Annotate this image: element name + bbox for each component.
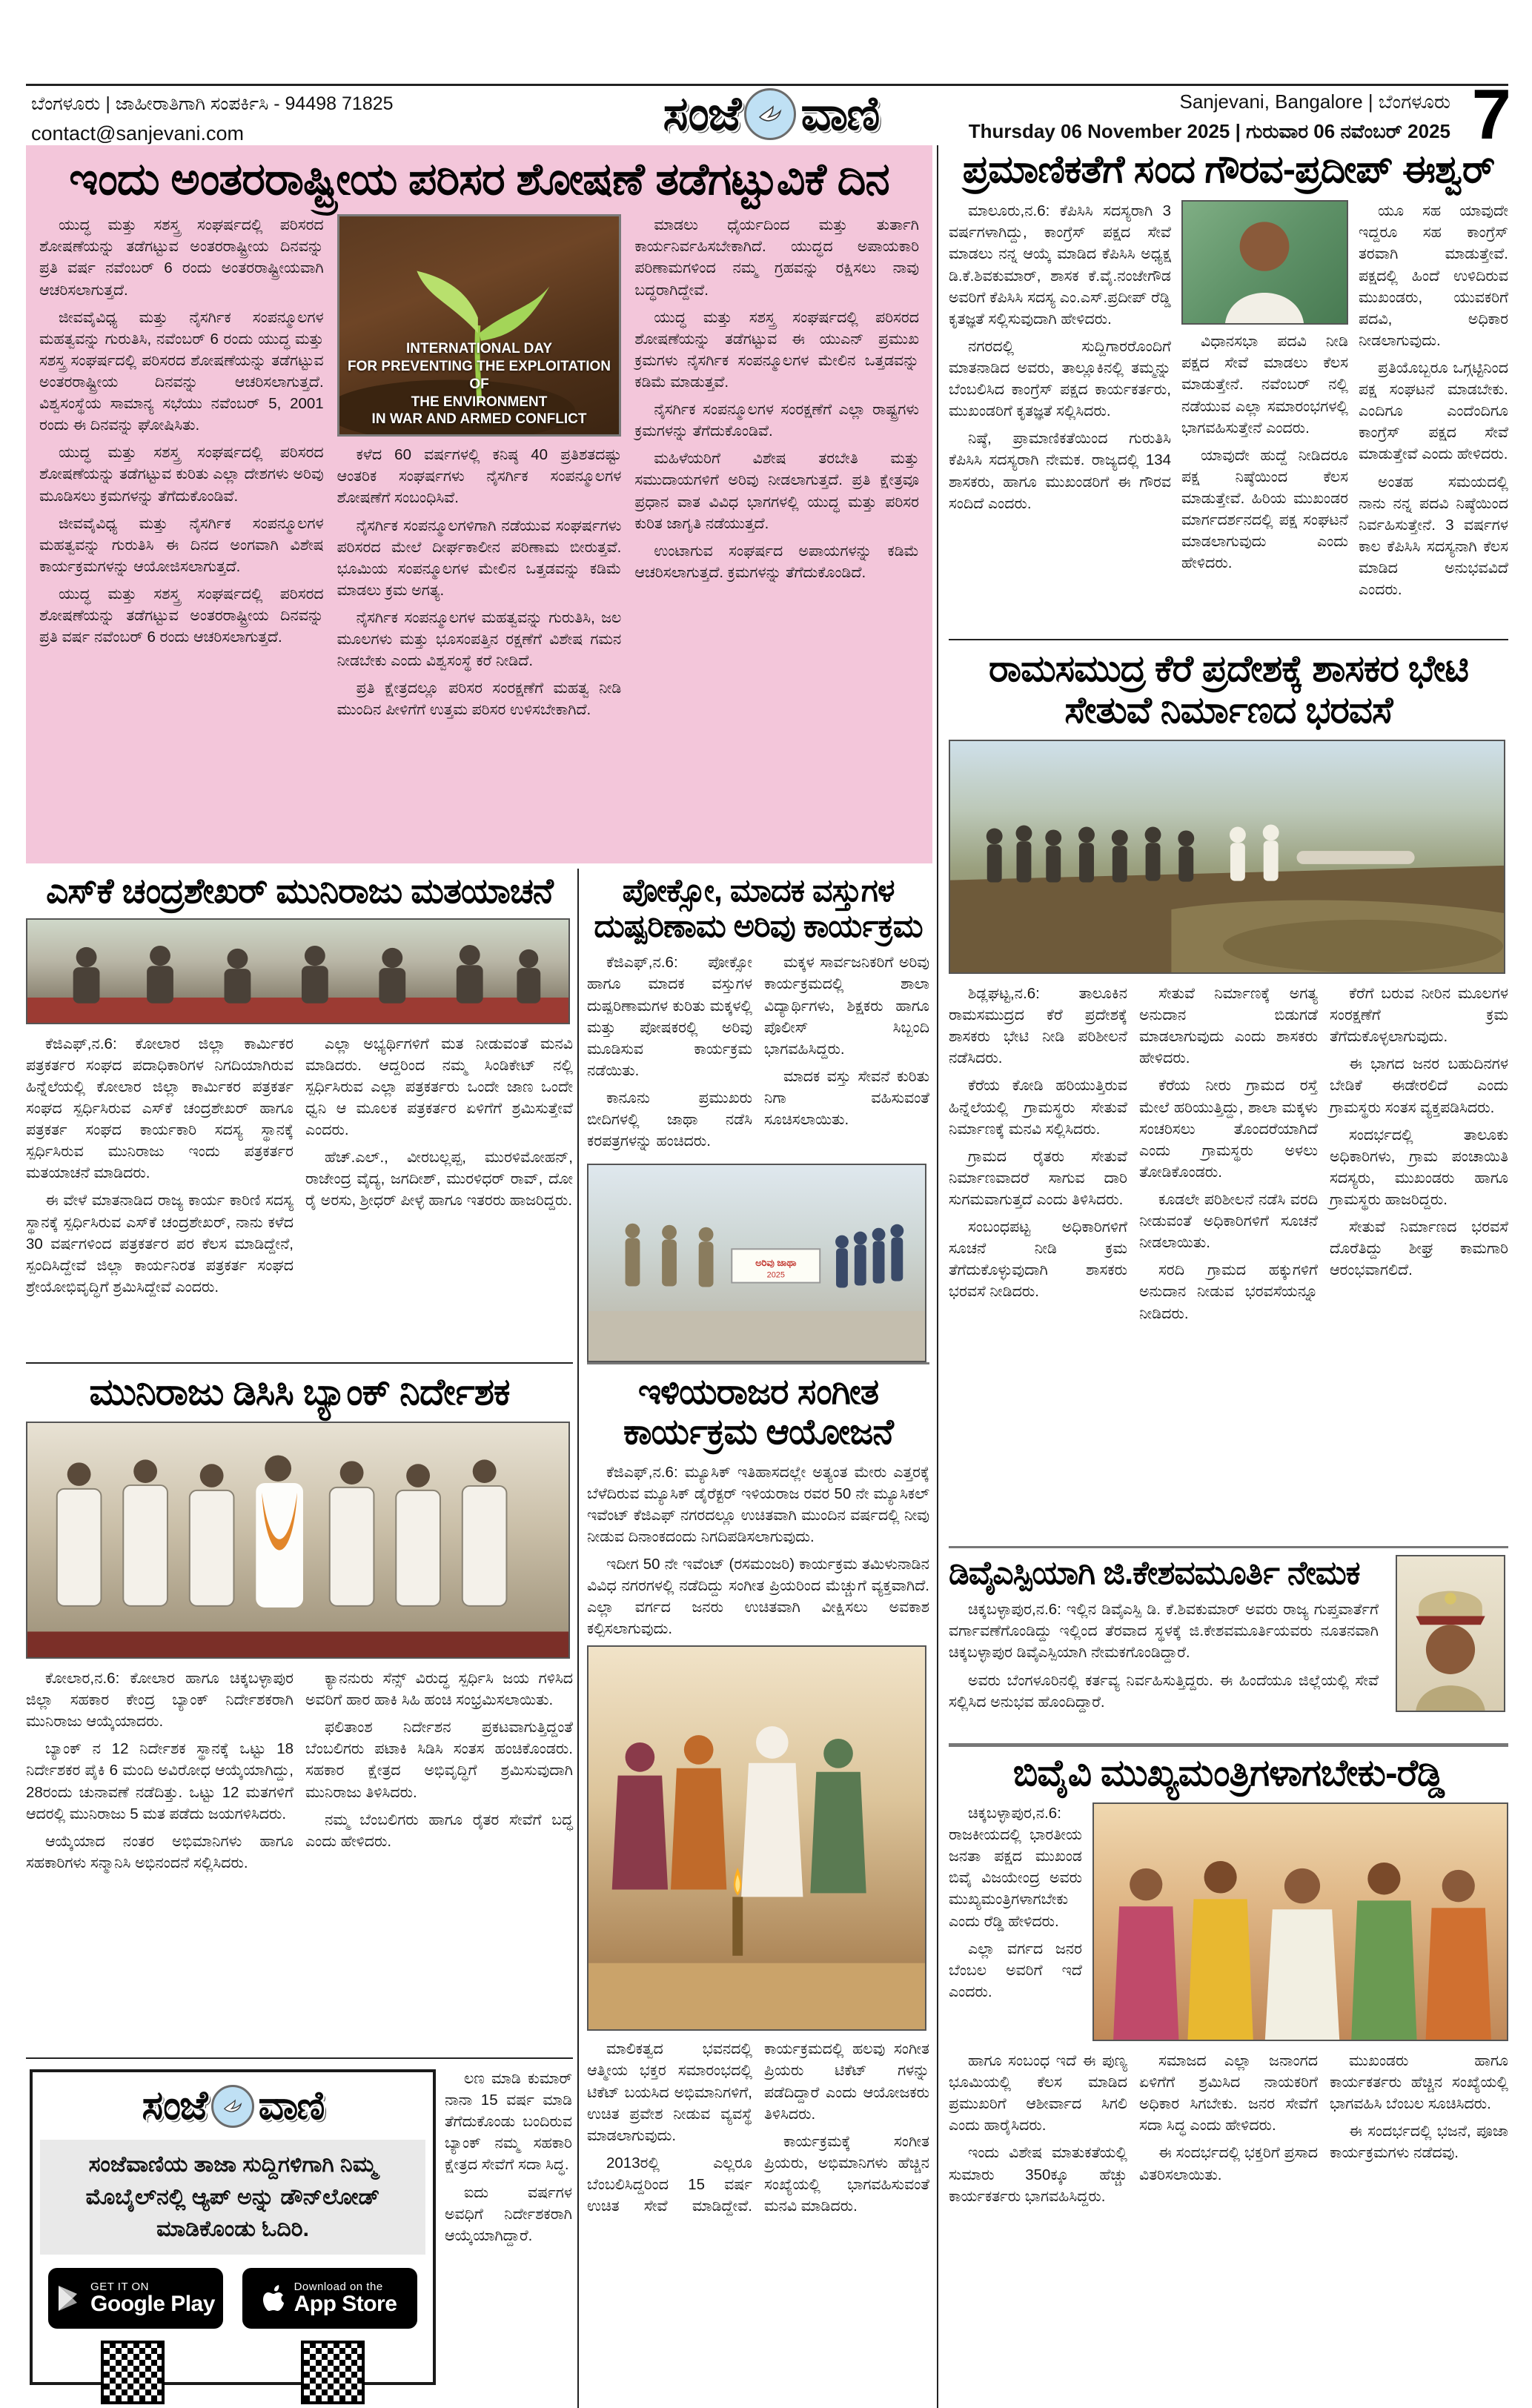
divider-main <box>937 145 938 2408</box>
pradeep-rama-rule <box>949 639 1508 640</box>
paragraph: ಆಯ್ಕೆಯಾದ ನಂತರ ಅಭಿಮಾನಿಗಳು ಹಾಗೂ ಸಹಕಾರಿಗಳು ಸನ್ಮಾನಿಸಿ ಅಭಿನಂದನೆ ಸಲ್ಲಿಸಿದರು. <box>26 1832 294 1871</box>
lead-photo <box>337 214 622 437</box>
app-ad-box <box>30 2069 436 2385</box>
esk-article <box>26 872 573 1304</box>
pokso-col1 <box>587 952 752 1158</box>
byv-col3 <box>1330 2050 1508 2213</box>
rama-col1 <box>949 983 1127 1330</box>
byv-photo <box>1092 1802 1508 2041</box>
paragraph: ಕೆಜಿಎಫ್,ನ.6: ಮ್ಯೂಸಿಕ್ ಇತಿಹಾಸದಲ್ಲೇ ಅತ್ಯಂತ ಮೇರು ಎತ್ತರಕ್ಕೆ ಬೆಳೆದಿರುವ ಮ್ಯೂಸಿಕ್ ಡೈರೆಕ್ಟರ್ ಇಳಿಯರಾಜ ರವರ 50 ನೇ ಮ್ಯೂಸಿಕಲ್ ಇವೆಂಟ್ ಕೆಜಿಎಫ್ ನಗರದಲ್ಲೂ ಉಚಿತವಾಗಿ ಮುಂದಿನ ವರ್ಷದಲ್ಲಿ ನೀವು ನೀಡುವ ದಿನಾಂಕದಂದು ನಿಗದಿಪಡಿಸಲಾಗುವುದು. <box>587 1463 929 1545</box>
paragraph: ಈ ಸಂದರ್ಭದಲ್ಲಿ ಭಜನೆ, ಪೂಜಾ ಕಾರ್ಯಕ್ರಮಗಳು ನಡೆದವು. <box>1330 2123 1508 2162</box>
paragraph: ಚಿಕ್ಕಬಳ್ಳಾಪುರ,ನ.6: ರಾಜಕೀಯದಲ್ಲಿ ಭಾರತೀಯ ಜನತಾ ಪಕ್ಷದ ಮುಖಂಡ ಬಿವೈ ವಿಜಯೇಂದ್ರ ಅವರು ಮುಖ್ಯಮಂತ್ರಿಗಳಾಗಬೇಕು ಎಂದು ರೆಡ್ಡಿ ಹೇಳಿದರು. <box>949 1805 1082 1930</box>
paragraph: ನಿಷ್ಠೆ, ಪ್ರಾಮಾಣಿಕತೆಯಿಂದ ಗುರುತಿಸಿ ಕೆಪಿಸಿಸಿ ಸದಸ್ಯರಾಗಿ ನೇಮಕ. ರಾಜ್ಯದಲ್ಲಿ 134 ಶಾಸಕರು, ಹಾಗೂ ಮುಖಂಡರಿಗೆ ಈ ಗೌರವ ಸಂದಿದೆ ಎಂದರು. <box>949 430 1171 512</box>
pokso-photo <box>587 1164 926 1362</box>
paragraph: ಎಲ್ಲಾ ಅಭ್ಯರ್ಥಿಗಳಿಗೆ ಮತ ನೀಡುವಂತೆ ಮನವಿ ಮಾಡಿದರು. ಆದ್ದರಿಂದ ನಮ್ಮ ಸಿಂಡಿಕೇಟ್ ನಲ್ಲಿ ಸ್ಪರ್ಧಿಸಿರುವ ಎಲ್ಲಾ ಪತ್ರಕರ್ತರು ಒಂದೇ ಜಾಣ ಒಂದೇ ಧ್ವನಿ ಆ ಮೂಲಕ ಪತ್ರಕರ್ತರ ಏಳಿಗೆಗೆ ಶ್ರಮಿಸುತ್ತೇವೆ ಎಂದರು. <box>305 1035 573 1139</box>
dysp-article <box>949 1555 1508 1719</box>
paragraph: ಸಂದರ್ಭದಲ್ಲಿ ತಾಲೂಕು ಅಧಿಕಾರಿಗಳು, ಗ್ರಾಮ ಪಂಚಾಯಿತಿ ಸದಸ್ಯರು, ಮುಖಂಡರು ಹಾಗೂ ಗ್ರಾಮಸ್ಥರು ಹಾಜರಿದ್ದರು. <box>1330 1126 1508 1208</box>
byv-headline: ಬಿವೈವಿ ಮುಖ್ಯಮಂತ್ರಿಗಳಾಗಬೇಕು-ರೆಡ್ಡಿ <box>1012 1752 1445 1794</box>
paragraph: ಯುದ್ಧ ಮತ್ತು ಸಶಸ್ತ್ರ ಸಂಘರ್ಷದಲ್ಲಿ ಪರಿಸರದ ಶೋಷಣೆಯನ್ನು ತಡೆಗಟ್ಟುವ ಅಂತರರಾಷ್ಟ್ರೀಯ ದಿನವನ್ನು ಪ್ರತಿ ವರ್ಷ ನವೆಂಬರ್ 6 ರಂದು ಆಚರಿಸಲಾಗುತ್ತದೆ. <box>39 585 324 646</box>
rama-photo <box>949 740 1505 974</box>
paragraph: ಅಂತಹ ಸಮಯದಲ್ಲಿ ನಾನು ನನ್ನ ಪದವಿ ನಿಷ್ಠೆಯಿಂದ ನಿರ್ವಹಿಸುತ್ತೇನೆ. 3 ವರ್ಷಗಳ ಕಾಲ ಕೆಪಿಸಿಸಿ ಸದಸ್ಯನಾಗಿ ಕೆಲಸ ಮಾಡಿದ ಅನುಭವವಿದೆ ಎಂದರು. <box>1359 473 1508 599</box>
ad-logo-left: ಸಂಜೆ <box>142 2083 207 2128</box>
paragraph: ಕೆಜಿಎಫ್,ನ.6: ಪೋಕ್ಸೋ ಹಾಗೂ ಮಾದಕ ವಸ್ತುಗಳ ದುಷ್ಪರಿಣಾಮಗಳ ಕುರಿತು ಮಕ್ಕಳಲ್ಲಿ ಮತ್ತು ಪೋಷಕರಲ್ಲಿ ಅರಿವು ಮೂಡಿಸುವ ಕಾರ್ಯಕ್ರಮ ನಡೆಯಿತು. <box>587 954 752 1079</box>
muniraju-photo <box>26 1422 570 1659</box>
logo-text-right: ವಾಣಿ <box>800 87 879 140</box>
dysp-photo <box>1396 1555 1505 1712</box>
paragraph: ಮಹಿಳೆಯರಿಗೆ ವಿಶೇಷ ತರಬೇತಿ ಮತ್ತು ಸಮುದಾಯಗಳಿಗೆ ಅರಿವು ನೀಡಲಾಗುತ್ತದೆ. ಪ್ರತಿ ಕ್ಷೇತ್ರವೂ ಪ್ರಧಾನ ವಾತ ವಿವಿಧ ಭಾಗಗಳಲ್ಲಿ ಯುದ್ಧ ಮತ್ತು ಪರಿಸರ ಕುರಿತ ಜಾಗೃತಿ ನಡೆಯುತ್ತದೆ. <box>634 450 920 532</box>
pokso-article <box>587 873 929 1362</box>
play-icon <box>56 2284 82 2312</box>
iliyaraja-top-text <box>587 1462 929 1640</box>
esk-muniraju-rule <box>26 1362 573 1364</box>
muniraju-article <box>26 1371 573 1880</box>
dysp-headline: ಡಿವೈಎಸ್ಪಿಯಾಗಿ ಜಿ.ಕೇಶವಮೂರ್ತಿ ನೇಮಕ <box>949 1555 1360 1591</box>
rama-col2 <box>1139 983 1318 1330</box>
paragraph: ಐದು ವರ್ಷಗಳ ಅವಧಿಗೆ ನಿರ್ದೇಶಕರಾಗಿ ಆಯ್ಕೆಯಾಗಿದ್ದಾರೆ. <box>445 2183 572 2244</box>
app-store-badge[interactable]: Download on the App Store <box>242 2268 417 2329</box>
lead-col3 <box>634 214 919 726</box>
google-play-badge[interactable]: GET IT ON Google Play <box>48 2268 223 2329</box>
paragraph: ಚಿಕ್ಕಬಳ್ಳಾಪುರ,ನ.6: ಇಲ್ಲಿನ ಡಿವೈಎಸ್ಪಿ ಡಿ. ಕೆ.ಶಿವಕುಮಾರ್ ಅವರು ರಾಜ್ಯ ಗುಪ್ತವಾರ್ತೆಗೆ ವರ್ಗಾವಣೆಗೊಂಡಿದ್ದು ಇಲ್ಲಿಂದ ತೆರವಾದ ಸ್ಥಳಕ್ಕೆ ಜಿ.ಕೇಶವಮೂರ್ತಿಯವರು ನೂತನವಾಗಿ ಚಿಕ್ಕಬಳ್ಳಾಪುರ ಡಿವೈಎಸ್ಪಿಯಾಗಿ ನೇಮಕಗೊಂಡಿದ್ದಾರೆ. <box>949 1601 1379 1662</box>
byv-side-col <box>949 1802 1082 2041</box>
rama-article <box>949 648 1508 1330</box>
paragraph: ನೈಸರ್ಗಿಕ ಸಂಪನ್ಮೂಲಗಳ ಸಂರಕ್ಷಣೆಗೆ ಎಲ್ಲಾ ರಾಷ್ಟ್ರಗಳು ಕ್ರಮಗಳನ್ನು ತೆಗೆದುಕೊಂಡಿವೆ. <box>634 401 920 440</box>
pradeep-col1 <box>949 200 1171 606</box>
paragraph: ಈ ವೇಳೆ ಮಾತನಾಡಿದ ರಾಜ್ಯ ಕಾರ್ಯ ಕಾರಿಣಿ ಸದಸ್ಯ ಸ್ಥಾನಕ್ಕೆ ಸ್ಪರ್ಧಿಸಿರುವ ಎಸ್‌ಕೆ ಚಂದ್ರಶೇಖರ್, ನಾನು ಕಳೆದ 30 ವರ್ಷಗಳಿಂದ ಪತ್ರಕರ್ತರ ಪರ ಕೆಲಸ ಮಾಡಿದ್ದೇನೆ, ಸ್ಪಂದಿಸಿದ್ದೇವೆ ಜಿಲ್ಲಾ ಕಾರ್ಯನಿರತ ಪತ್ರಕರ್ತ ಸಂಘದ ಶ್ರೇಯೋಭಿವೃದ್ಧಿಗೆ ಶ್ರಮಿಸಿದ್ದೇವೆ ಎಂದರು. <box>26 1192 294 1296</box>
byv-col1 <box>949 2050 1127 2213</box>
pradeep-photo <box>1181 200 1348 325</box>
paragraph: ಎಲ್ಲಾ ವರ್ಗದ ಜನರ ಬೆಂಬಲ ಅವರಿಗೆ ಇದೆ ಎಂದರು. <box>949 1940 1082 2000</box>
paragraph: ಈ ಭಾಗದ ಜನರ ಬಹುದಿನಗಳ ಬೇಡಿಕೆ ಈಡೇರಲಿದೆ ಎಂದು ಗ್ರಾಮಸ್ಥರು ಸಂತಸ ವ್ಯಕ್ತಪಡಿಸಿದರು. <box>1330 1055 1508 1116</box>
paragraph: ಹಾಗೂ ಸಂಬಂಧ ಇದೆ ಈ ಪುಣ್ಯ ಭೂಮಿಯಲ್ಲಿ ಕೆಲಸ ಮಾಡಿದ ಪ್ರಮುಖರಿಗೆ ಆಶೀರ್ವಾದ ಸಿಗಲಿ ಎಂದು ಹಾರೈಸಿದರು. <box>949 2052 1127 2135</box>
dysp-body <box>949 1599 1379 1713</box>
esk-photo <box>26 918 570 1024</box>
paragraph: ಹೆಚ್.ಎಲ್., ವೀರಬಲ್ಲಪ್ಪ, ಮುರಳಿಮೋಹನ್, ರಾಜೇಂದ್ರ ವೈದ್ಯ, ಜಗದೀಶ್, ಮುರಳಿಧರ್ ರಾವ್, ದೋ ರೈ ಅರಸು, ಶ್ರೀಧರ್ ಪೀಳ್ಳೆ ಹಾಗೂ ಇತರರು ಹಾಜರಿದ್ದರು. <box>305 1149 573 1210</box>
paragraph: ಸಂಬಂಧಪಟ್ಟ ಅಧಿಕಾರಿಗಳಿಗೆ ಸೂಚನೆ ನೀಡಿ ಕ್ರಮ ತೆಗೆದುಕೊಳ್ಳುವುದಾಗಿ ಶಾಸಕರು ಭರವಸೆ ನೀಡಿದರು. <box>949 1218 1127 1301</box>
paragraph: ಶಿಡ್ಲಘಟ್ಟ,ನ.6: ತಾಲೂಕಿನ ರಾಮಸಮುದ್ರದ ಕೆರೆ ಪ್ರದೇಶಕ್ಕೆ ಶಾಸಕರು ಭೇಟಿ ನೀಡಿ ಪರಿಶೀಲನೆ ನಡೆಸಿದರು. <box>949 985 1127 1067</box>
paragraph: ಯುದ್ಧ ಮತ್ತು ಸಶಸ್ತ್ರ ಸಂಘರ್ಷದಲ್ಲಿ ಪರಿಸರದ ಶೋಷಣೆಯನ್ನು ತಡೆಗಟ್ಟುವ ಅಂತರರಾಷ್ಟ್ರೀಯ ದಿನವನ್ನು ಪ್ರತಿ ವರ್ಷ ನವೆಂಬರ್ 6 ರಂದು ಅಂತರರಾಷ್ಟ್ರೀಯವಾಗಿ ಆಚರಿಸಲಾಗುತ್ತದೆ. <box>39 216 324 299</box>
paragraph: ಕೆರೆಗೆ ಬರುವ ನೀರಿನ ಮೂಲಗಳ ಸಂರಕ್ಷಣೆಗೆ ಕ್ರಮ ತೆಗೆದುಕೊಳ್ಳಲಾಗುವುದು. <box>1330 985 1508 1046</box>
iliyaraja-article <box>587 1373 929 2220</box>
paragraph: ಯುದ್ಧ ಮತ್ತು ಸಶಸ್ತ್ರ ಸಂಘರ್ಷದಲ್ಲಿ ಪರಿಸರದ ಶೋಷಣೆಯನ್ನು ತಡೆಗಟ್ಟುವ ಕುರಿತು ಎಲ್ಲಾ ದೇಶಗಳು ಅರಿವು ಮೂಡಿಸಲು ಕ್ರಮಗಳನ್ನು ತೆಗೆದುಕೊಂಡಿವೆ. <box>39 444 324 505</box>
paragraph: ನೈಸರ್ಗಿಕ ಸಂಪನ್ಮೂಲಗಳಿಗಾಗಿ ನಡೆಯುವ ಸಂಘರ್ಷಗಳು ಪರಿಸರದ ಮೇಲೆ ದೀರ್ಘಕಾಲೀನ ಪರಿಣಾಮ ಬೀರುತ್ತವೆ. ಭೂಮಿಯ ಸಂಪನ್ಮೂಲಗಳ ಮೇಲಿನ ಒತ್ತಡವನ್ನು ಕಡಿಮೆ ಮಾಡಲು ಕ್ರಮ ಅಗತ್ಯ. <box>336 517 622 599</box>
iliyaraja-photo <box>587 1645 926 2031</box>
contact-email[interactable]: contact@sanjevani.com <box>31 122 245 145</box>
ad-dove-icon <box>211 2085 254 2128</box>
paragraph: ಮಕ್ಕಳ ಸಾರ್ವಜನಿಕರಿಗೆ ಅರಿವು ಕಾರ್ಯಕ್ರಮದಲ್ಲಿ ಶಾಲಾ ವಿದ್ಯಾರ್ಥಿಗಳು, ಶಿಕ್ಷಕರು ಹಾಗೂ ಪೊಲೀಸ್ ಸಿಬ್ಬಂದಿ ಭಾಗವಹಿಸಿದ್ದರು. <box>764 954 929 1058</box>
pokso-headline: ಪೋಕ್ಸೋ, ಮಾದಕ ವಸ್ತುಗಳ ದುಷ್ಪರಿಣಾಮ ಅರಿವು ಕಾರ್ಯಕ್ರಮ <box>594 873 923 945</box>
dysp-byv-rule <box>949 1743 1508 1747</box>
byv-article <box>949 1752 1508 2213</box>
city-line: Sanjevani, Bangalore | ಬೆಂಗಳೂರು <box>1179 90 1450 113</box>
ad-text: ಸಂಜೆವಾಣಿಯ ತಾಜಾ ಸುದ್ದಿಗಳಿಗಾಗಿ ನಿಮ್ಮ ಮೊಬೈಲ್‌ನಲ್ಲಿ ಆ್ಯಪ್ ಅನ್ನು ಡೌನ್‌ಲೋಡ್ ಮಾಡಿಕೊಂಡು ಓದಿರಿ. <box>40 2140 425 2255</box>
paragraph: ಯುದ್ಧ ಮತ್ತು ಸಶಸ್ತ್ರ ಸಂಘರ್ಷದಲ್ಲಿ ಪರಿಸರದ ಶೋಷಣೆಯನ್ನು ತಡೆಗಟ್ಟುವ ಈ ಯುಎನ್ ಪ್ರಮುಖ ಕ್ರಮಗಳು ನೈಸರ್ಗಿಕ ಸಂಪನ್ಮೂಲಗಳ ಮೇಲಿನ ಒತ್ತಡವನ್ನು ಕಡಿಮೆ ಮಾಡುತ್ತವೆ. <box>634 308 920 391</box>
muniraju-side-col <box>445 2068 572 2394</box>
logo-text-left: ಸಂಜೆ <box>663 87 740 140</box>
paragraph: ಕೂಡಲೇ ಪರಿಶೀಲನೆ ನಡೆಸಿ ವರದಿ ನೀಡುವಂತೆ ಅಧಿಕಾರಿಗಳಿಗೆ ಸೂಚನೆ ನೀಡಲಾಯಿತು. <box>1139 1190 1318 1252</box>
paragraph: ಕೆಜಿಎಫ್,ನ.6: ಕೋಲಾರ ಜಿಲ್ಲಾ ಕಾರ್ಮಿಕರ ಪತ್ರಕರ್ತರ ಸಂಘದ ಪದಾಧಿಕಾರಿಗಳ ನಿಗದಿಯಾಗಿರುವ ಹಿನ್ನೆಲೆಯಲ್ಲಿ ಕೋಲಾರ ಜಿಲ್ಲಾ ಕಾರ್ಮಿಕರ ಪತ್ರಕರ್ತ ಸಂಘದ ಸ್ಪರ್ಧಿಸಿರುವ ಎಸ್‌ಕೆ ಚಂದ್ರಶೇಖರ್ ಹಾಗೂ ಪತ್ರಕರ್ತ ಸಂಘದ ಕಾರ್ಯಕಾರಿ ಸದಸ್ಯ ಸ್ಥಾನಕ್ಕೆ ಸ್ಪರ್ಧಿಸಿರುವ ಮುನಿರಾಜು ಇಂದು ಪತ್ರಕರ್ತರ ಮತಯಾಚನೆ ಮಾಡಿದರು. <box>26 1035 294 1182</box>
esk-col2 <box>305 1033 573 1304</box>
dove-icon <box>744 88 796 140</box>
paragraph: ನಗರದಲ್ಲಿ ಸುದ್ದಿಗಾರರೊಂದಿಗೆ ಮಾತನಾಡಿದ ಅವರು, ತಾಲ್ಲೂಕಿನಲ್ಲಿ ತಮ್ಮನ್ನು ಬೆಂಬಲಿಸಿದ ಕಾಂಗ್ರೆಸ್ ಪಕ್ಷದ ಕಾರ್ಯಕರ್ತರು, ಮುಖಂಡರಿಗೆ ಕೃತಜ್ಞತೆ ಸಲ್ಲಿಸಿದರು. <box>949 337 1171 420</box>
paragraph: ಬ್ಯಾಂಕ್ ನ 12 ನಿರ್ದೇಶಕ ಸ್ಥಾನಕ್ಕೆ ಒಟ್ಟು 18 ನಿರ್ದೇಶಕರ ಪೈಕಿ 6 ಮಂದಿ ಅವಿರೋಧ ಆಯ್ಕೆಯಾಗಿದ್ದು, 28ರಂದು ಚುನಾವಣೆ ನಡೆದಿತ್ತು. ಒಟ್ಟು 12 ಮತಗಳಿಗೆ ಆದರಲ್ಲಿ ಮುನಿರಾಜು 5 ಮತ ಪಡೆದು ಜಯಗಳಿಸಿದರು. <box>26 1740 294 1822</box>
ad-logo-right: ವಾಣಿ <box>258 2083 324 2128</box>
pradeep-headline: ಪ್ರಮಾಣಿಕತೆಗೆ ಸಂದ ಗೌರವ-ಪ್ರದೀಪ್ ಈಶ್ವರ್ <box>962 148 1495 191</box>
paragraph: ಕಾರ್ಯಕ್ರಮಕ್ಕೆ ಸಂಗೀತ ಪ್ರಿಯರು, ಅಭಿಮಾನಿಗಳು ಹೆಚ್ಚಿನ ಸಂಖ್ಯೆಯಲ್ಲಿ ಭಾಗವಹಿಸುವಂತೆ ಮನವಿ ಮಾಡಿದರು. <box>764 2132 929 2215</box>
header-dateline <box>969 90 1450 144</box>
paragraph: ಲಣ ಮಾಡಿ ಕುಮಾರ್ ನಾನಾ 15 ವರ್ಷ ಮಾಡಿ ತೆಗೆದುಕೊಂಡು ಬಂದಿರುವ ಬ್ಯಾಂಕ್ ನಮ್ಮ ಸಹಕಾರಿ ಕ್ಷೇತ್ರದ ಸೇವೆಗೆ ಸದಾ ಸಿದ್ಧ. <box>445 2070 572 2174</box>
paragraph: ಗ್ರಾಮದ ರೈತರು ಸೇತುವೆ ನಿರ್ಮಾಣವಾದರೆ ಸಾಗುವ ದಾರಿ ಸುಗಮವಾಗುತ್ತದೆ ಎಂದು ತಿಳಿಸಿದರು. <box>949 1147 1127 1208</box>
paragraph: ಕೋಲಾರ,ನ.6: ಕೋಲಾರ ಹಾಗೂ ಚಿಕ್ಕಬಳ್ಳಾಪುರ ಜಿಲ್ಲಾ ಸಹಕಾರ ಕೇಂದ್ರ ಬ್ಯಾಂಕ್ ನಿರ್ದೇಶಕರಾಗಿ ಮುನಿರಾಜು ಆಯ್ಕೆಯಾದರು. <box>26 1670 294 1731</box>
paragraph: 2013ರಲ್ಲಿ ಎಲ್ಲರೂ ಬೆಂಬಲಿಸಿದ್ದರಿಂದ 15 ವರ್ಷ ಉಚಿತ ಸೇವೆ ಮಾಡಿದ್ದೇವೆ. ಕಾರ್ಯಕ್ರಮದಲ್ಲಿ ಹಲವು ಸಂಗೀತ ಪ್ರಿಯರು ಟಿಕೆಟ್ ಗಳನ್ನು ಪಡೆದಿದ್ದಾರೆ ಎಂದು ಆಯೋಜಕರು ತಿಳಿಸಿದರು. <box>587 2040 929 2215</box>
paragraph: ಈ ಸಂದರ್ಭದಲ್ಲಿ ಭಕ್ತರಿಗೆ ಪ್ರಸಾದ ವಿತರಿಸಲಾಯಿತು. <box>1139 2144 1318 2183</box>
paragraph: ವಿಧಾನಸಭಾ ಪದವಿ ನೀಡಿ ಪಕ್ಷದ ಸೇವೆ ಮಾಡಲು ಕೆಲಸ ಮಾಡುತ್ತೇನೆ. ನವೆಂಬರ್ ನಲ್ಲಿ ನಡೆಯುವ ಎಲ್ಲಾ ಸಮಾರಂಭಗಳಲ್ಲಿ ಭಾಗವಹಿಸುತ್ತೇನೆ ಎಂದರು. <box>1181 333 1348 437</box>
paragraph: ಮಾದಕ ವಸ್ತು ಸೇವನೆ ಕುರಿತು ನಿಗಾ ವಹಿಸುವಂತೆ ಸೂಚಿಸಲಾಯಿತು. <box>764 1067 929 1129</box>
google-play-qr-code <box>101 2341 165 2404</box>
contact-line: ಬೆಂಗಳೂರು | ಜಾಹೀರಾತಿಗಾಗಿ ಸಂಪರ್ಕಿಸಿ - 94498 71825 <box>31 93 394 114</box>
esk-headline: ಎಸ್‌ಕೆ ಚಂದ್ರಶೇಖರ್ ಮುನಿರಾಜು ಮತಯಾಚನೆ <box>46 871 553 910</box>
rama-col3 <box>1330 983 1508 1330</box>
paragraph: ಕಳೆದ 60 ವರ್ಷಗಳಲ್ಲಿ ಕನಿಷ್ಠ 40 ಪ್ರತಿಶತದಷ್ಟು ಆಂತರಿಕ ಸಂಘರ್ಷಗಳು ನೈಸರ್ಗಿಕ ಸಂಪನ್ಮೂಲಗಳ ಶೋಷಣೆಗೆ ಸಂಬಂಧಿಸಿವೆ. <box>336 446 622 507</box>
pradeep-col2 <box>1181 331 1348 574</box>
paragraph: ನೈಸರ್ಗಿಕ ಸಂಪನ್ಮೂಲಗಳ ಮಹತ್ವವನ್ನು ಗುರುತಿಸಿ, ಜಲ ಮೂಲಗಳು ಮತ್ತು ಭೂಸಂಪತ್ತಿನ ರಕ್ಷಣೆಗೆ ವಿಶೇಷ ಗಮನ ನೀಡಬೇಕು ಎಂದು ವಿಶ್ವಸಂಸ್ಥೆ ಕರೆ ನೀಡಿದೆ. <box>336 608 622 670</box>
paragraph: ಅವರು ಬೆಂಗಳೂರಿನಲ್ಲಿ ಕರ್ತವ್ಯ ನಿರ್ವಹಿಸುತ್ತಿದ್ದರು. ಈ ಹಿಂದೆಯೂ ಜಿಲ್ಲೆಯಲ್ಲಿ ಸೇವೆ ಸಲ್ಲಿಸಿದ ಅನುಭವ ಹೊಂದಿದ್ದಾರೆ. <box>949 1671 1379 1711</box>
paragraph: ಇದೀಗ 50 ನೇ ಇವೆಂಟ್ (ರಸಮಂಜರಿ) ಕಾರ್ಯಕ್ರಮ ತಮಿಳುನಾಡಿನ ವಿವಿಧ ನಗರಗಳಲ್ಲಿ ನಡೆದಿದ್ದು ಸಂಗೀತ ಪ್ರಿಯರಿಂದ ಮೆಚ್ಚುಗೆ ವ್ಯಕ್ತವಾಗಿದೆ. ಎಲ್ಲಾ ವರ್ಗದ ಜನರು ಉಚಿತವಾಗಿ ವೀಕ್ಷಿಸಲು ಅವಕಾಶ ಕಲ್ಪಿಸಲಾಗುವುದು. <box>587 1555 929 1638</box>
apple-icon <box>263 2285 285 2312</box>
pokso-iliyaraja-rule <box>587 1362 929 1364</box>
paragraph: ಸರದಿ ಗ್ರಾಮದ ಹಕ್ಕುಗಳಿಗೆ ಅನುದಾನ ನೀಡುವ ಭರವಸೆಯನ್ನೂ ನೀಡಿದರು. <box>1139 1261 1318 1322</box>
muniraju-headline: ಮುನಿರಾಜು ಡಿಸಿಸಿ ಬ್ಯಾಂಕ್ ನಿರ್ದೇಶಕ <box>89 1371 510 1413</box>
app-store-qr-code <box>301 2341 365 2404</box>
paragraph: ನಮ್ಮ ಬೆಂಬಲಿಗರು ಹಾಗೂ ರೈತರ ಸೇವೆಗೆ ಬದ್ಧ ಎಂದು ಹೇಳಿದರು. <box>305 1811 573 1850</box>
lead-col2 <box>337 444 622 720</box>
rama-headline: ರಾಮಸಮುದ್ರ ಕೆರೆ ಪ್ರದೇಶಕ್ಕೆ ಶಾಸಕರ ಭೇಟಿ ಸೇತುವೆ ನಿರ್ಮಾಣದ ಭರವಸೆ <box>988 648 1469 731</box>
muniraju-col2 <box>305 1668 573 1880</box>
lead-photo-caption: INTERNATIONAL DAY FOR PREVENTING THE EXPLOITATION OF THE ENVIRONMENT IN WAR AND ARMED CONFLICT <box>347 341 611 428</box>
iliyaraja-bottom-text <box>587 2038 929 2220</box>
paragraph: ಉಂಟಾಗುವ ಸಂಘರ್ಷದ ಅಪಾಯಗಳನ್ನು ಕಡಿಮೆ ಆಚರಿಸಲಾಗುತ್ತದೆ. ಕ್ರಮಗಳನ್ನು ತೆಗೆದುಕೊಂಡಿದೆ. <box>634 542 920 581</box>
paragraph: ಯೂ ಸಹ ಯಾವುದೇ ಇದ್ದರೂ ಸಹ ಕಾಂಗ್ರೆಸ್ ತರವಾಗಿ ಮಾಡುತ್ತೇವೆ. ಪಕ್ಷದಲ್ಲಿ ಹಿಂದೆ ಉಳಿದಿರುವ ಮುಖಂಡರು, ಯುವಕರಿಗೆ ಪದವಿ, ಅಧಿಕಾರ ನೀಡಲಾಗುವುದು. <box>1359 202 1508 349</box>
pokso-col2 <box>764 952 929 1158</box>
ad-top-rule <box>26 2057 573 2059</box>
paragraph: ಫಲಿತಾಂಶ ನಿರ್ದೇಶನ ಪ್ರಕಟವಾಗುತ್ತಿದ್ದಂತೆ ಬೆಂಬಲಿಗರು ಪಟಾಕಿ ಸಿಡಿಸಿ ಸಂತಸ ಹಂಚಿಕೊಂಡರು. ಸಹಕಾರ ಕ್ಷೇತ್ರದ ಅಭಿವೃದ್ಧಿಗೆ ಶ್ರಮಿಸುವುದಾಗಿ ಮುನಿರಾಜು ತಿಳಿಸಿದರು. <box>305 1719 573 1801</box>
iliyaraja-headline: ಇಳಿಯರಾಜರ ಸಂಗೀತ ಕಾರ್ಯಕ್ರಮ ಆಯೋಜನೆ <box>623 1373 893 1452</box>
paragraph: ಕೆರೆಯ ನೀರು ಗ್ರಾಮದ ರಸ್ತೆ ಮೇಲೆ ಹರಿಯುತ್ತಿದ್ದು, ಶಾಲಾ ಮಕ್ಕಳು ಸಂಚರಿಸಲು ತೊಂದರೆಯಾಗಿದೆ ಎಂದು ಗ್ರಾಮಸ್ಥರು ಅಳಲು ತೋಡಿಕೊಂಡರು. <box>1139 1077 1318 1181</box>
paragraph: ಪ್ರತಿಯೊಬ್ಬರೂ ಒಗ್ಗಟ್ಟಿನಿಂದ ಪಕ್ಷ ಸಂಘಟನೆ ಮಾಡಬೇಕು. ಎಂದಿಗೂ ಎಂದೆಂದಿಗೂ ಕಾಂಗ್ರೆಸ್ ಪಕ್ಷದ ಸೇವೆ ಮಾಡುತ್ತೇವೆ ಎಂದು ಹೇಳಿದರು. <box>1359 359 1508 463</box>
paragraph: ಪ್ರತಿ ಕ್ಷೇತ್ರದಲ್ಲೂ ಪರಿಸರ ಸಂರಕ್ಷಣೆಗೆ ಮಹತ್ವ ನೀಡಿ ಮುಂದಿನ ಪೀಳಿಗೆಗೆ ಉತ್ತಮ ಪರಿಸರ ಉಳಿಸಬೇಕಾಗಿದೆ. <box>336 680 622 719</box>
header-contact <box>31 93 394 145</box>
paragraph: ಸೇತುವೆ ನಿರ್ಮಾಣಕ್ಕೆ ಅಗತ್ಯ ಅನುದಾನ ಬಿಡುಗಡೆ ಮಾಡಲಾಗುವುದು ಎಂದು ಶಾಸಕರು ಹೇಳಿದರು. <box>1139 985 1318 1067</box>
paragraph: ಸಮಾಜದ ಎಲ್ಲಾ ಜನಾಂಗದ ಏಳಿಗೆಗೆ ಶ್ರಮಿಸಿದ ನಾಯಕರಿಗೆ ಅಧಿಕಾರ ಸಿಗಬೇಕು. ಜನರ ಸೇವೆಗೆ ಸದಾ ಸಿದ್ಧ ಎಂದು ಹೇಳಿದರು. <box>1139 2052 1318 2135</box>
paragraph: ಜೀವವೈವಿಧ್ಯ ಮತ್ತು ನೈಸರ್ಗಿಕ ಸಂಪನ್ಮೂಲಗಳ ಮಹತ್ವವನ್ನು ಗುರುತಿಸಿ, ನವೆಂಬರ್ 6 ರಂದು ಯುದ್ಧ ಮತ್ತು ಸಶಸ್ತ್ರ ಸಂಘರ್ಷದಲ್ಲಿ ಪರಿಸರದ ಶೋಷಣೆಯನ್ನು ತಡೆಗಟ್ಟುವ ಅಂತರರಾಷ್ಟ್ರೀಯ ದಿನವನ್ನು ಆಚರಿಸಲಾಗುತ್ತದೆ. ವಿಶ್ವಸಂಸ್ಥೆಯ ಸಾಮಾನ್ಯ ಸಭೆಯು ನವೆಂಬರ್ 5, 2001 ರಂದು ಈ ದಿನವನ್ನು ಘೋಷಿಸಿತು. <box>39 308 324 434</box>
muniraju-col1 <box>26 1668 294 1880</box>
lead-col1 <box>39 214 324 726</box>
paragraph: ಇಂದು ವಿಶೇಷ ಮಾತುಕತೆಯಲ್ಲಿ ಸುಮಾರು 350ಕ್ಕೂ ಹೆಚ್ಚು ಕಾರ್ಯಕರ್ತರು ಭಾಗವಹಿಸಿದ್ದರು. <box>949 2144 1127 2205</box>
lead-headline: ಇಂದು ಅಂತರರಾಷ್ಟ್ರೀಯ ಪರಿಸರ ಶೋಷಣೆ ತಡೆಗಟ್ಟುವಿಕೆ ದಿನ <box>69 154 889 204</box>
lead-article <box>26 145 932 863</box>
divider-mid <box>577 869 579 2408</box>
rama-dysp-rule <box>949 1546 1508 1548</box>
svg-text:2025: 2025 <box>766 1271 785 1280</box>
date-line: Thursday 06 November 2025 | ಗುರುವಾರ 06 ನವೆಂಬರ್ 2025 <box>968 120 1450 142</box>
paragraph: ಮಾಡಲು ಧೈರ್ಯದಿಂದ ಮತ್ತು ತುರ್ತಾಗಿ ಕಾರ್ಯನಿರ್ವಹಿಸಬೇಕಾಗಿದೆ. ಯುದ್ಧದ ಅಪಾಯಕಾರಿ ಪರಿಣಾಮಗಳಿಂದ ನಮ್ಮ ಗ್ರಹವನ್ನು ರಕ್ಷಿಸಲು ನಾವು ಬದ್ಧರಾಗಿದ್ದೇವೆ. <box>634 216 920 299</box>
paragraph: ಕ್ಯಾನನುರು ಸೆನ್ಸ್ ವಿರುದ್ಧ ಸ್ಪರ್ಧಿಸಿ ಜಯ ಗಳಿಸಿದ ಅವರಿಗೆ ಹಾರ ಹಾಕಿ ಸಿಹಿ ಹಂಚಿ ಸಂಭ್ರಮಿಸಲಾಯಿತು. <box>305 1670 573 1709</box>
paragraph: ಮುಖಂಡರು ಹಾಗೂ ಕಾರ್ಯಕರ್ತರು ಹೆಚ್ಚಿನ ಸಂಖ್ಯೆಯಲ್ಲಿ ಭಾಗವಹಿಸಿ ಬೆಂಬಲ ಸೂಚಿಸಿದರು. <box>1330 2052 1508 2113</box>
paragraph: ಸೇತುವೆ ನಿರ್ಮಾಣದ ಭರವಸೆ ದೊರೆತಿದ್ದು ಶೀಘ್ರ ಕಾಮಗಾರಿ ಆರಂಭವಾಗಲಿದೆ. <box>1330 1218 1508 1279</box>
masthead-logo <box>615 86 926 142</box>
paragraph: ಕಾನೂನು ಪ್ರಮುಖರು ಬೀದಿಗಳಲ್ಲಿ ಜಾಥಾ ನಡೆಸಿ ಕರಪತ್ರಗಳನ್ನು ಹಂಚಿದರು. <box>587 1089 752 1150</box>
paragraph: ಕೆರೆಯ ಕೋಡಿ ಹರಿಯುತ್ತಿರುವ ಹಿನ್ನೆಲೆಯಲ್ಲಿ ಗ್ರಾಮಸ್ಥರು ಸೇತುವೆ ನಿರ್ಮಾಣಕ್ಕೆ ಮನವಿ ಸಲ್ಲಿಸಿದರು. <box>949 1077 1127 1138</box>
ad-logo <box>33 2083 433 2129</box>
page-number: 7 <box>1471 75 1511 154</box>
svg-text:ಅರಿವು ಜಾಥಾ: ಅರಿವು ಜಾಥಾ <box>755 1257 797 1269</box>
paragraph: ಜೀವವೈವಿಧ್ಯ ಮತ್ತು ನೈಸರ್ಗಿಕ ಸಂಪನ್ಮೂಲಗಳ ಮಹತ್ವವನ್ನು ಗುರುತಿಸಿ ಈ ದಿನದ ಅಂಗವಾಗಿ ವಿಶೇಷ ಕಾರ್ಯಕ್ರಮಗಳನ್ನು ಆಯೋಜಿಸಲಾಗುತ್ತದೆ. <box>39 514 324 575</box>
paragraph: ಮಾಲೂರು,ನ.6: ಕೆಪಿಸಿಸಿ ಸದಸ್ಯರಾಗಿ 3 ವರ್ಷಗಳಾಗಿದ್ದು, ಕಾಂಗ್ರೆಸ್ ಪಕ್ಷದ ಸೇವೆ ಮಾಡಲು ನನ್ನ ಆಯ್ಕೆ ಮಾಡಿದ ಕೆಪಿಸಿಸಿ ಅಧ್ಯಕ್ಷ ಡಿ.ಕೆ.ಶಿವಕುಮಾರ್, ಶಾಸಕ ಕೆ.ವೈ.ನಂಜೇಗೌಡ ಅವರಿಗೆ ಕೆಪಿಸಿಸಿ ಸದಸ್ಯ ಎಂ.ಎಸ್.ಪ್ರದೀಪ್ ರೆಡ್ಡಿ ಕೃತಜ್ಞತೆ ಸಲ್ಲಿಸುವುದಾಗಿ ಹೇಳಿದರು. <box>949 202 1171 328</box>
pradeep-article <box>949 148 1508 606</box>
paragraph: ಯಾವುದೇ ಹುದ್ದೆ ನೀಡಿದರೂ ಪಕ್ಷ ನಿಷ್ಠೆಯಿಂದ ಕೆಲಸ ಮಾಡುತ್ತೇವೆ. ಹಿರಿಯ ಮುಖಂಡರ ಮಾರ್ಗದರ್ಶನದಲ್ಲಿ ಪಕ್ಷ ಸಂಘಟನೆ ಮಾಡಲಾಗುವುದು ಎಂದು ಹೇಳಿದರು. <box>1181 446 1348 572</box>
paragraph: ಮಾಲಿಕತ್ವದ ಭವನದಲ್ಲಿ ಆತ್ಮೀಯ ಭಕ್ತರ ಸಮಾರಂಭದಲ್ಲಿ ಟಿಕೆಟ್ ಬಯಸಿದ ಅಭಿಮಾನಿಗಳಿಗೆ, ಉಚಿತ ಪ್ರವೇಶ ನೀಡುವ ವ್ಯವಸ್ಥೆ ಮಾಡಲಾಗುವುದು. <box>587 2040 752 2144</box>
esk-col1 <box>26 1033 294 1304</box>
pradeep-col3 <box>1359 200 1508 606</box>
byv-col2 <box>1139 2050 1318 2213</box>
